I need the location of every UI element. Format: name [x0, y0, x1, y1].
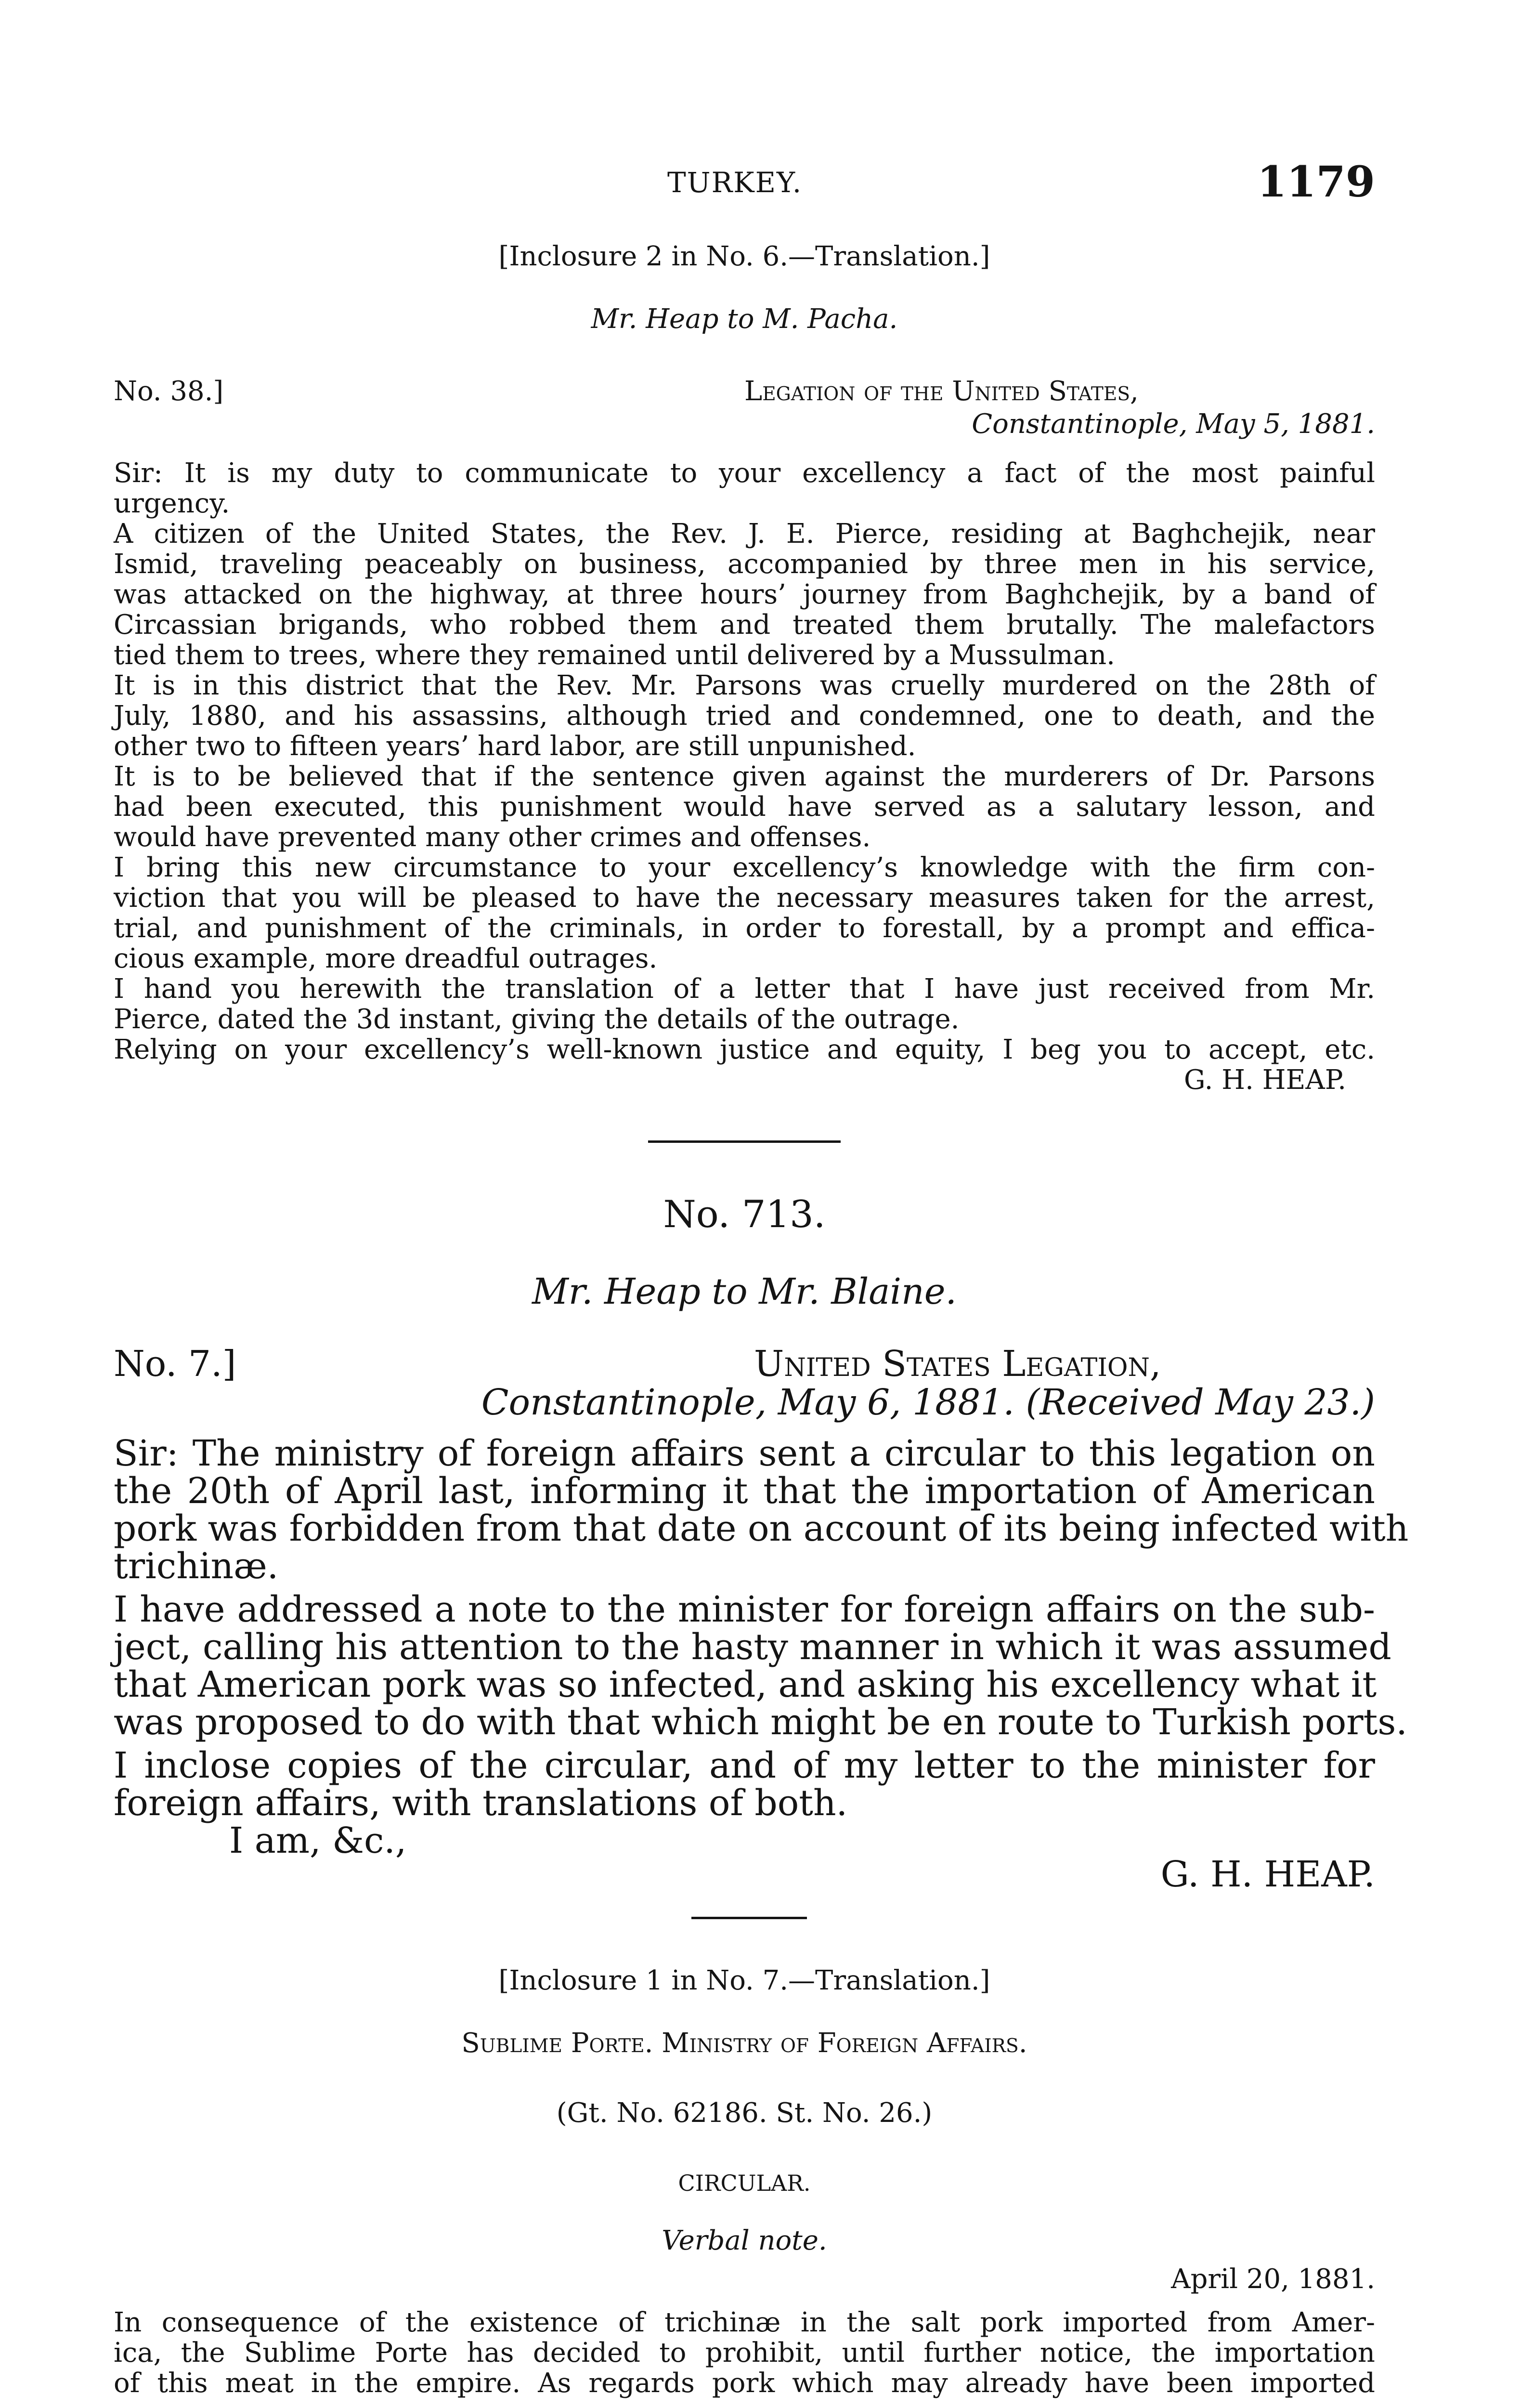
inclosure-1-line: of this meat in the empire. As regards pork which may already have been imported [114, 2368, 1375, 2399]
inclosure-2-line: Relying on your excellency’s well-known justice and equity, I beg you to accept, etc. [114, 1034, 1375, 1065]
document-closing: I am, &c., [229, 1820, 407, 1861]
inclosure-2-heading: [Inclosure 2 in No. 6.—Translation.] [498, 241, 990, 272]
inclosure-1-date: April 20, 1881. [1171, 2264, 1375, 2295]
document-line: Sir: The ministry of foreign affairs sent a circular to this legation on [114, 1433, 1375, 1474]
inclosure-2-line: urgency. [114, 488, 230, 519]
inclosure-2-line: other two to fifteen years’ hard labor, are still unpunished. [114, 731, 916, 762]
inclosure-2-line: trial, and punishment of the criminals, in order to forestall, by a prompt and effica- [114, 913, 1375, 944]
inclosure-2-line: I hand you herewith the translation of a letter that I have just received from Mr. [114, 973, 1375, 1005]
inclosure-2-line: cious example, more dreadful outrages. [114, 943, 658, 974]
document-line: ject, calling his attention to the hasty manner in which it was assumed [114, 1626, 1391, 1668]
inclosure-2-line: It is to be believed that if the sentence given against the murderers of Dr. Parsons [114, 761, 1375, 792]
inclosure-2-line: July, 1880, and his assassins, although tried and condemned, one to death, and the [114, 700, 1375, 732]
document-sub-number: No. 7.] [114, 1343, 236, 1385]
inclosure-1-verbal-note: Verbal note. [662, 2225, 827, 2256]
section-divider [691, 1917, 807, 1919]
document-from-to: Mr. Heap to Mr. Blaine. [532, 1271, 957, 1312]
inclosure-2-line: Circassian brigands, who robbed them and treated them brutally. The malefactors [114, 609, 1375, 641]
document-line: I have addressed a note to the minister for foreign affairs on the sub- [114, 1589, 1375, 1630]
inclosure-1-reference: (Gt. No. 62186. St. No. 26.) [556, 2097, 933, 2129]
section-divider [648, 1140, 841, 1143]
document-place-line-1: United States Legation, [754, 1343, 1161, 1385]
inclosure-2-place-line-2: Constantinople, May 5, 1881. [972, 408, 1375, 440]
document-page [114, 0, 1409, 2408]
inclosure-2-line: viction that you will be pleased to have the necessary measures taken for the arrest, [114, 882, 1375, 914]
document-line: foreign affairs, with translations of both. [114, 1782, 848, 1824]
inclosure-2-number: No. 38.] [114, 376, 224, 407]
running-head [114, 157, 1375, 207]
running-title: TURKEY. [667, 166, 803, 199]
page-number: 1179 [1257, 157, 1375, 207]
inclosure-1-heading: [Inclosure 1 in No. 7.—Translation.] [498, 1965, 990, 1996]
inclosure-2-signature: G. H. HEAP. [1183, 1064, 1346, 1096]
inclosure-1-circular-title: CIRCULAR. [678, 2170, 811, 2196]
inclosure-2-line: Sir: It is my duty to communicate to your excellency a fact of the most painful [114, 458, 1375, 489]
inclosure-1-line: In consequence of the existence of trichinæ in the salt pork imported from Amer- [114, 2307, 1375, 2338]
document-number: No. 713. [663, 1193, 826, 1236]
inclosure-2-line: would have prevented many other crimes and offenses. [114, 822, 871, 853]
document-line: the 20th of April last, informing it that the importation of American [114, 1470, 1375, 1512]
inclosure-2-line: I bring this new circumstance to your excellency’s knowledge with the firm con- [114, 852, 1375, 883]
inclosure-1-line: ica, the Sublime Porte has decided to prohibit, until further notice, the importation [114, 2337, 1375, 2369]
inclosure-2-from-to: Mr. Heap to M. Pacha. [591, 303, 898, 335]
document-line: trichinæ. [114, 1545, 279, 1587]
inclosure-1-office: Sublime Porte. Ministry of Foreign Affairs. [461, 2028, 1027, 2059]
inclosure-2-line: was attacked on the highway, at three hours’ journey from Baghchejik, by a band of [114, 579, 1375, 610]
inclosure-2-line: A citizen of the United States, the Rev. J. E. Pierce, residing at Baghchejik, near [114, 518, 1375, 550]
inclosure-2-line: tied them to trees, where they remained until delivered by a Mussulman. [114, 640, 1115, 671]
document-line: I inclose copies of the circular, and of my letter to the minister for [114, 1745, 1375, 1786]
inclosure-2-line: Pierce, dated the 3d instant, giving the details of the outrage. [114, 1004, 960, 1035]
inclosure-2-line: Ismid, traveling peaceably on business, accompanied by three men in his service, [114, 549, 1375, 580]
document-line: was proposed to do with that which might be en route to Turkish ports. [114, 1701, 1407, 1743]
inclosure-2-line: had been executed, this punishment would have served as a salutary lesson, and [114, 791, 1375, 823]
inclosure-2-place-line-1: Legation of the United States, [744, 376, 1139, 407]
document-signature: G. H. HEAP. [1160, 1854, 1375, 1895]
document-place-line-2: Constantinople, May 6, 1881. (Received May 23.) [481, 1382, 1375, 1423]
document-line: that American pork was so infected, and asking his excellency what it [114, 1664, 1377, 1705]
document-line: pork was forbidden from that date on account of its being infected with [114, 1508, 1409, 1549]
inclosure-2-line: It is in this district that the Rev. Mr. Parsons was cruelly murdered on the 28th of [114, 670, 1375, 701]
